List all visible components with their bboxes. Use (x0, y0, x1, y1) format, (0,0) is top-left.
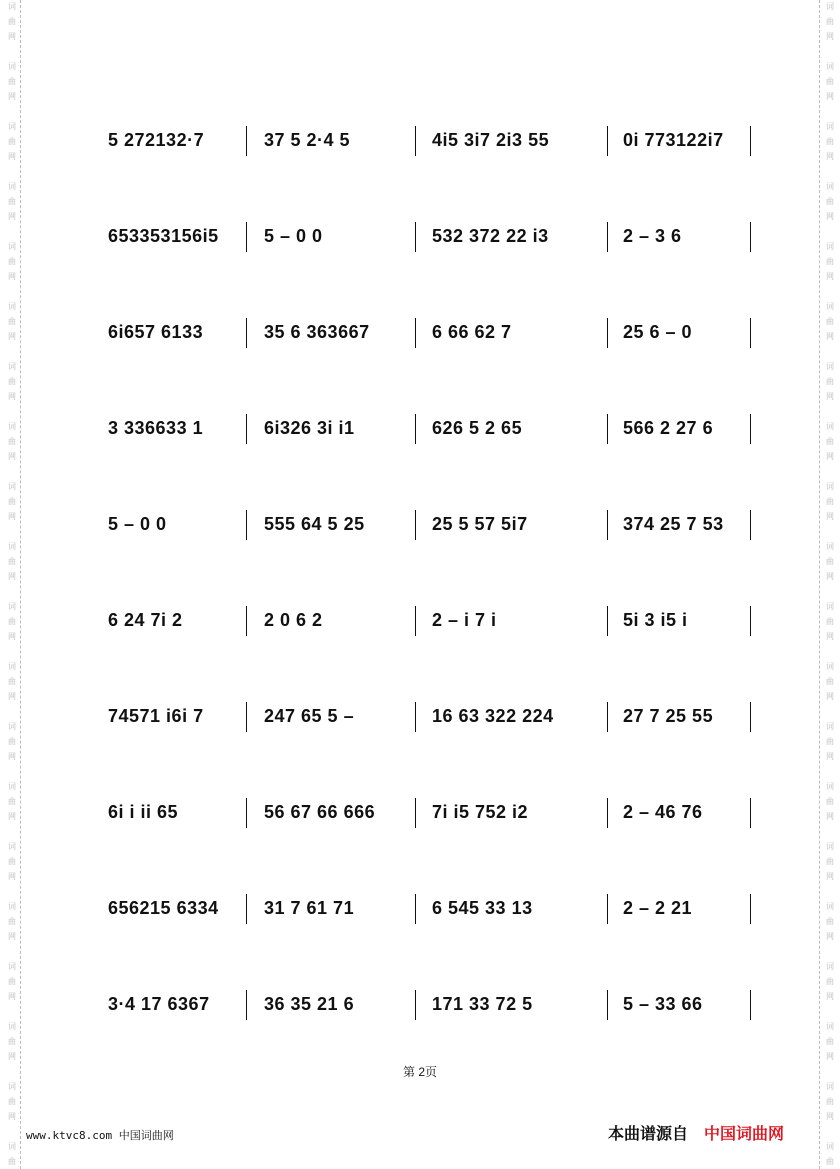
bar-line (246, 510, 247, 540)
watermark-glyph: 曲 (8, 857, 16, 866)
bar-line (750, 798, 751, 828)
watermark-glyph: 词 (8, 302, 16, 311)
watermark-glyph: 词 (826, 1082, 834, 1091)
watermark-glyph: 词 (8, 482, 16, 491)
watermark-glyph: 曲 (8, 737, 16, 746)
bar-line (607, 318, 608, 348)
watermark-glyph: 曲 (8, 497, 16, 506)
watermark-glyph: 曲 (826, 617, 834, 626)
watermark-glyph: 词 (8, 1022, 16, 1031)
score-measure: 626 5 2 65 (432, 418, 523, 438)
watermark-glyph: 网 (8, 812, 16, 821)
score-measure: 5 – 0 0 (264, 226, 323, 246)
watermark-glyph: 网 (8, 512, 16, 521)
watermark-glyph: 网 (826, 1112, 834, 1121)
watermark-glyph: 曲 (826, 977, 834, 986)
watermark-glyph: 曲 (8, 317, 16, 326)
watermark-glyph: 词 (826, 182, 834, 191)
watermark-glyph: 曲 (826, 77, 834, 86)
watermark-glyph: 曲 (8, 677, 16, 686)
watermark-glyph: 网 (826, 32, 834, 41)
watermark-glyph: 词 (826, 722, 834, 731)
bar-line (415, 606, 416, 636)
bar-line (415, 318, 416, 348)
watermark-glyph: 曲 (826, 797, 834, 806)
bar-line (415, 126, 416, 156)
score-measure: 6i i ii 65 (108, 802, 179, 822)
watermark-glyph: 曲 (8, 617, 16, 626)
watermark-glyph: 网 (8, 932, 16, 941)
score-measure: 0i 773122i7 (623, 130, 724, 150)
watermark-glyph: 词 (8, 662, 16, 671)
watermark-glyph: 网 (8, 1112, 16, 1121)
watermark-glyph: 网 (826, 332, 834, 341)
bar-line (415, 894, 416, 924)
footer-source-label: 本曲谱源自 (608, 1126, 689, 1143)
bar-line (246, 318, 247, 348)
watermark-glyph: 词 (8, 2, 16, 11)
bar-line (750, 318, 751, 348)
watermark-glyph: 网 (8, 452, 16, 461)
watermark-glyph: 曲 (8, 197, 16, 206)
watermark-glyph: 网 (826, 92, 834, 101)
watermark-glyph: 网 (8, 212, 16, 221)
score-measure: 2 0 6 2 (264, 610, 323, 630)
watermark-glyph: 曲 (826, 377, 834, 386)
watermark-glyph: 词 (826, 362, 834, 371)
watermark-glyph: 网 (826, 452, 834, 461)
score-row (100, 694, 760, 790)
bar-line (607, 894, 608, 924)
score-measure: 4i5 3i7 2i3 55 (432, 130, 550, 150)
score-measure: 2 – i 7 i (432, 610, 497, 630)
bar-line (750, 606, 751, 636)
bar-line (750, 126, 751, 156)
score-measure: 555 64 5 25 (264, 514, 365, 534)
score-measure: 6i326 3i i1 (264, 418, 355, 438)
bar-line (750, 414, 751, 444)
watermark-glyph: 词 (826, 2, 834, 11)
score-measure: 5 – 0 0 (108, 514, 167, 534)
score-measure: 653353156i5 (108, 226, 219, 246)
bar-line (607, 222, 608, 252)
score-measure: 16 63 322 224 (432, 706, 554, 726)
watermark-glyph: 词 (8, 122, 16, 131)
watermark-glyph: 网 (826, 272, 834, 281)
bar-line (415, 510, 416, 540)
watermark-glyph: 网 (826, 992, 834, 1001)
score-measure: 532 372 22 i3 (432, 226, 549, 246)
score-measure: 25 6 – 0 (623, 322, 693, 342)
score-measure: 2 – 3 6 (623, 226, 682, 246)
bar-line (246, 702, 247, 732)
watermark-glyph: 曲 (826, 1157, 834, 1166)
watermark-glyph: 词 (8, 962, 16, 971)
score-measure: 6i657 6133 (108, 322, 204, 342)
watermark-glyph: 网 (826, 212, 834, 221)
footer-site-url: www.ktvc8.com 中国词曲网 (26, 1129, 174, 1142)
watermark-glyph: 网 (8, 992, 16, 1001)
watermark-glyph: 网 (8, 752, 16, 761)
watermark-glyph: 网 (826, 812, 834, 821)
score-measure: 3 336633 1 (108, 418, 204, 438)
bar-line (607, 606, 608, 636)
bar-line (415, 702, 416, 732)
watermark-glyph: 曲 (826, 497, 834, 506)
watermark-glyph: 词 (826, 782, 834, 791)
watermark-glyph: 词 (8, 782, 16, 791)
watermark-glyph: 曲 (8, 377, 16, 386)
score-measure: 25 5 57 5i7 (432, 514, 528, 534)
watermark-glyph: 曲 (8, 1037, 16, 1046)
bar-line (607, 990, 608, 1020)
bar-line (415, 414, 416, 444)
left-watermark-strip (6, 0, 21, 1169)
bar-line (750, 222, 751, 252)
watermark-glyph: 网 (826, 872, 834, 881)
score-measure: 36 35 21 6 (264, 994, 355, 1014)
bar-line (750, 510, 751, 540)
watermark-glyph: 网 (826, 932, 834, 941)
bar-line (607, 414, 608, 444)
bar-line (246, 222, 247, 252)
watermark-glyph: 词 (8, 602, 16, 611)
watermark-glyph: 网 (826, 512, 834, 521)
watermark-glyph: 曲 (826, 137, 834, 146)
watermark-glyph: 曲 (826, 1037, 834, 1046)
watermark-glyph: 曲 (8, 17, 16, 26)
watermark-glyph: 网 (826, 572, 834, 581)
watermark-glyph: 词 (826, 62, 834, 71)
score-row (100, 406, 760, 502)
watermark-glyph: 词 (826, 602, 834, 611)
watermark-glyph: 网 (8, 272, 16, 281)
score-measure: 5 – 33 66 (623, 994, 703, 1014)
score-measure: 374 25 7 53 (623, 514, 724, 534)
bar-line (750, 894, 751, 924)
watermark-glyph: 曲 (8, 917, 16, 926)
score-measure: 5i 3 i5 i (623, 610, 688, 630)
watermark-glyph: 词 (8, 242, 16, 251)
watermark-glyph: 网 (826, 752, 834, 761)
watermark-glyph: 网 (826, 392, 834, 401)
bar-line (246, 126, 247, 156)
score-measure: 6 66 62 7 (432, 322, 512, 342)
bar-line (415, 222, 416, 252)
bar-line (246, 798, 247, 828)
score-measure: 3·4 17 6367 (108, 994, 210, 1014)
watermark-glyph: 曲 (826, 437, 834, 446)
score-measure: 566 2 27 6 (623, 418, 714, 438)
watermark-glyph: 词 (8, 1142, 16, 1151)
watermark-glyph: 网 (8, 392, 16, 401)
watermark-glyph: 网 (8, 332, 16, 341)
watermark-glyph: 网 (826, 632, 834, 641)
watermark-glyph: 曲 (826, 197, 834, 206)
watermark-glyph: 网 (8, 572, 16, 581)
score-measure: 6 24 7i 2 (108, 610, 183, 630)
watermark-glyph: 网 (8, 872, 16, 881)
watermark-glyph: 词 (8, 902, 16, 911)
watermark-glyph: 词 (8, 62, 16, 71)
music-score (100, 118, 760, 1078)
watermark-glyph: 曲 (826, 1097, 834, 1106)
watermark-glyph: 网 (8, 92, 16, 101)
watermark-glyph: 词 (826, 662, 834, 671)
watermark-glyph: 曲 (826, 917, 834, 926)
bar-line (607, 126, 608, 156)
watermark-glyph: 曲 (826, 737, 834, 746)
watermark-glyph: 词 (826, 1022, 834, 1031)
watermark-glyph: 网 (826, 692, 834, 701)
score-measure: 247 65 5 – (264, 706, 355, 726)
watermark-glyph: 词 (8, 722, 16, 731)
score-measure: 5 272132·7 (108, 130, 205, 150)
watermark-glyph: 曲 (8, 977, 16, 986)
watermark-glyph: 曲 (8, 1157, 16, 1166)
page-number: 第 2页 (402, 1065, 437, 1079)
watermark-glyph: 曲 (8, 557, 16, 566)
score-measure: 6 545 33 13 (432, 898, 533, 918)
watermark-glyph: 词 (8, 182, 16, 191)
watermark-glyph: 词 (826, 302, 834, 311)
watermark-glyph: 曲 (8, 1097, 16, 1106)
watermark-glyph: 词 (826, 422, 834, 431)
score-row (100, 790, 760, 886)
watermark-glyph: 词 (826, 482, 834, 491)
bar-line (415, 990, 416, 1020)
watermark-glyph: 词 (826, 122, 834, 131)
watermark-glyph: 曲 (826, 317, 834, 326)
score-row (100, 118, 760, 214)
watermark-glyph: 词 (8, 362, 16, 371)
bar-line (750, 990, 751, 1020)
watermark-glyph: 词 (8, 842, 16, 851)
footer-brand: 中国词曲网 (704, 1126, 785, 1143)
watermark-glyph: 网 (826, 1052, 834, 1061)
watermark-glyph: 词 (826, 842, 834, 851)
score-measure: 37 5 2·4 5 (264, 130, 351, 150)
score-row (100, 502, 760, 598)
bar-line (415, 798, 416, 828)
score-measure: 31 7 61 71 (264, 898, 355, 918)
score-row (100, 310, 760, 406)
watermark-glyph: 曲 (826, 17, 834, 26)
watermark-glyph: 曲 (826, 557, 834, 566)
score-measure: 171 33 72 5 (432, 994, 533, 1014)
watermark-glyph: 曲 (8, 437, 16, 446)
bar-line (246, 990, 247, 1020)
score-measure: 74571 i6i 7 (108, 706, 204, 726)
watermark-glyph: 曲 (8, 797, 16, 806)
bar-line (607, 510, 608, 540)
watermark-glyph: 曲 (826, 257, 834, 266)
score-measure: 35 6 363667 (264, 322, 370, 342)
score-measure: 27 7 25 55 (623, 706, 714, 726)
score-measure: 2 – 2 21 (623, 898, 693, 918)
bar-line (246, 894, 247, 924)
score-row (100, 886, 760, 982)
score-measure: 56 67 66 666 (264, 802, 376, 822)
watermark-glyph: 词 (826, 962, 834, 971)
watermark-glyph: 词 (8, 1082, 16, 1091)
watermark-glyph: 曲 (8, 257, 16, 266)
score-row (100, 598, 760, 694)
watermark-glyph: 网 (8, 152, 16, 161)
watermark-glyph: 网 (8, 1052, 16, 1061)
bar-line (246, 414, 247, 444)
bar-line (607, 702, 608, 732)
watermark-glyph: 曲 (826, 857, 834, 866)
bar-line (246, 606, 247, 636)
watermark-glyph: 网 (8, 32, 16, 41)
score-measure: 656215 6334 (108, 898, 219, 918)
score-row (100, 214, 760, 310)
watermark-glyph: 曲 (8, 137, 16, 146)
watermark-glyph: 曲 (8, 77, 16, 86)
watermark-glyph: 网 (8, 692, 16, 701)
watermark-glyph: 词 (826, 1142, 834, 1151)
right-watermark-strip (819, 0, 834, 1169)
watermark-glyph: 词 (826, 242, 834, 251)
watermark-glyph: 词 (8, 542, 16, 551)
bar-line (750, 702, 751, 732)
watermark-glyph: 网 (826, 152, 834, 161)
watermark-glyph: 词 (826, 542, 834, 551)
watermark-glyph: 词 (8, 422, 16, 431)
watermark-glyph: 网 (8, 632, 16, 641)
footer-source (608, 1121, 784, 1144)
watermark-glyph: 词 (826, 902, 834, 911)
bar-line (607, 798, 608, 828)
score-measure: 7i i5 752 i2 (432, 802, 529, 822)
score-measure: 2 – 46 76 (623, 802, 703, 822)
watermark-glyph: 曲 (826, 677, 834, 686)
